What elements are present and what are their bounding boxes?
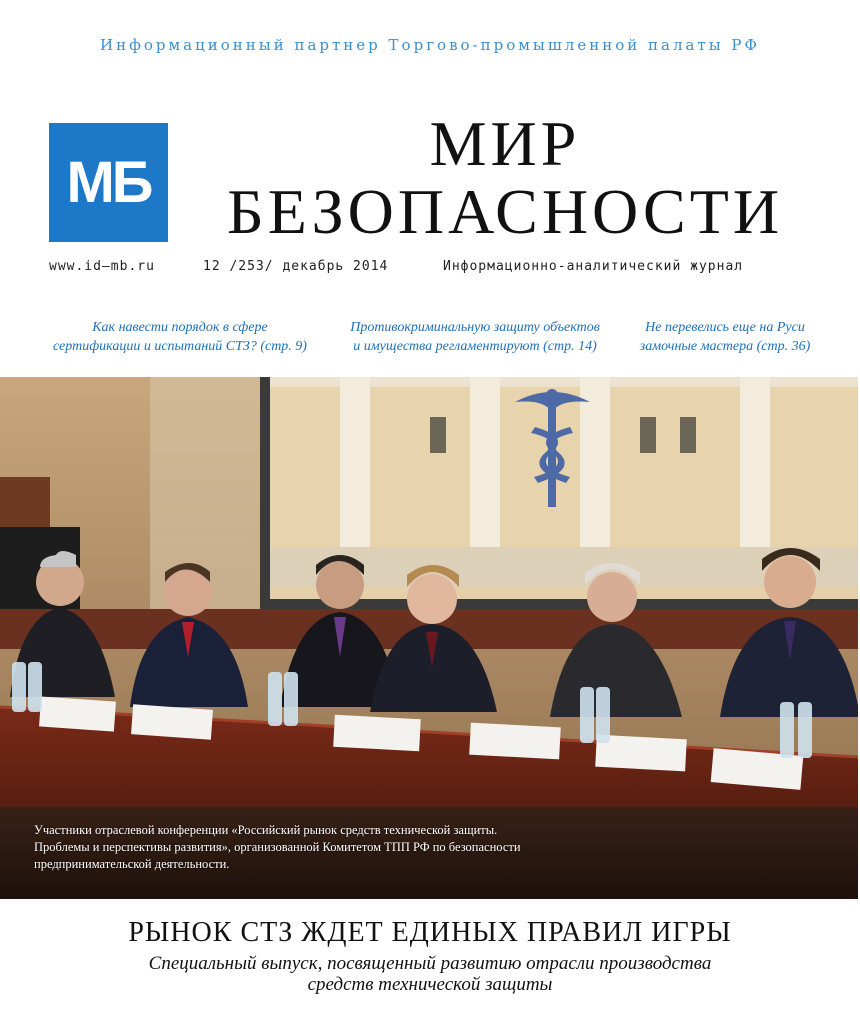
journal-description: Информационно-аналитический журнал (443, 259, 744, 274)
magazine-title-line1: МИР (429, 108, 581, 179)
teaser-2-line1: Противокриминальную защиту объектов (350, 320, 600, 335)
teaser-1 (30, 318, 330, 356)
cover-photo (0, 377, 858, 899)
subheadline-line2: средств технической защиты (307, 974, 553, 995)
caption-line3: предпринимательской деятельности. (34, 857, 230, 871)
subheadline-line1: Специальный выпуск, посвященный развитию отрасли производства (148, 953, 712, 974)
magazine-logo (49, 123, 168, 242)
cover-headline: РЫНОК СТЗ ЖДЕТ ЕДИНЫХ ПРАВИЛ ИГРЫ (128, 917, 732, 948)
caption-line1: Участники отраслевой конференции «Российский рынок средств технической защиты. (34, 823, 498, 837)
teaser-2-line2: и имущества регламентируют (стр. 14) (353, 339, 597, 354)
partner-line: Информационный партнер Торгово-промышленной палаты РФ (100, 36, 760, 54)
website-url: www.id–mb.ru (49, 259, 155, 274)
caption-line2: Проблемы и перспективы развития», организованной Комитетом ТПП РФ по безопасности (34, 840, 521, 854)
teaser-1-line1: Как навести порядок в сфере (92, 320, 268, 335)
magazine-title-line2: БЕЗОПАСНОСТИ (226, 176, 784, 247)
teaser-2 (330, 318, 620, 356)
teaser-3-line1: Не перевелись еще на Руси (645, 320, 805, 335)
teaser-3 (610, 318, 840, 356)
issue-info: 12 /253/ декабрь 2014 (203, 259, 389, 274)
teaser-3-line2: замочные мастера (стр. 36) (639, 339, 811, 354)
photo-caption (34, 822, 614, 873)
teaser-1-line2: сертификации и испытаний СТЗ? (стр. 9) (53, 339, 307, 354)
cover-subheadline (0, 953, 860, 995)
logo-text: МБ (66, 150, 151, 215)
conference-illustration (0, 377, 858, 899)
